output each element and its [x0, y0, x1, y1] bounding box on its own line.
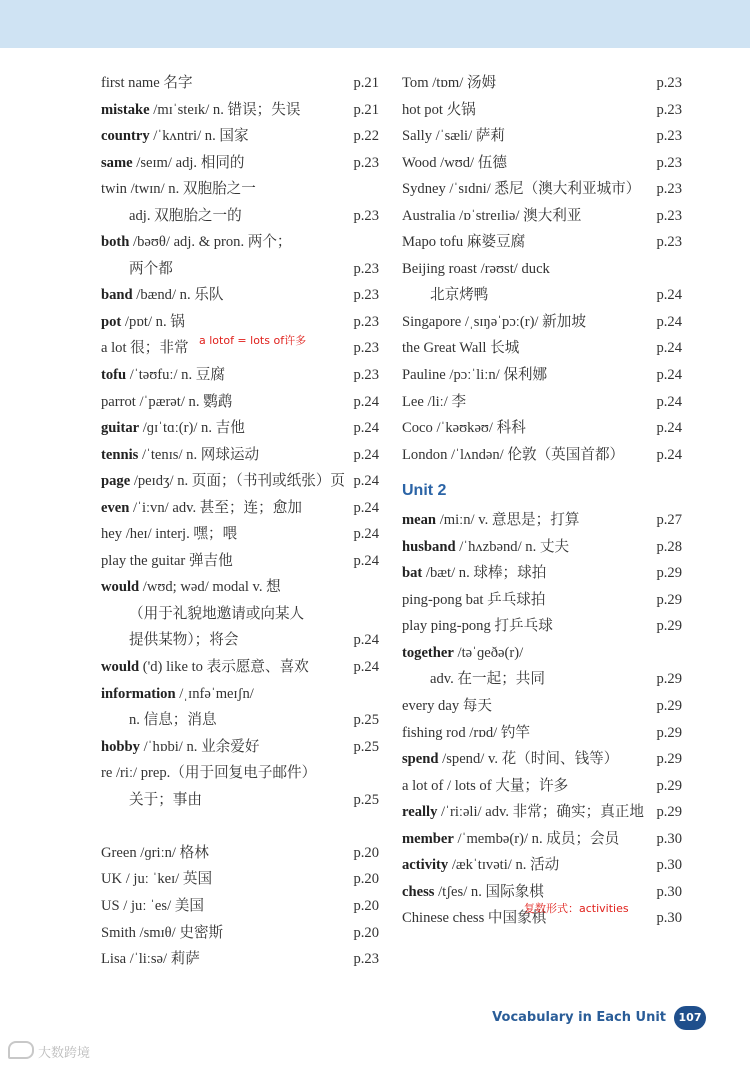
vocab-entry-page: p.20 [353, 924, 379, 941]
page-number-badge: 107 [674, 1006, 706, 1030]
vocab-entry-page: p.24 [353, 526, 379, 543]
vocab-entry-page: p.24 [353, 659, 379, 676]
vocab-entry-page: p.23 [656, 75, 682, 91]
vocab-entry-text: fishing rod /rɒd/ 钓竿 [402, 724, 531, 741]
vocab-entry-text: n. 信息；消息 [129, 712, 217, 729]
vocab-entry [101, 70, 379, 97]
vocab-entry [402, 587, 682, 614]
vocab-entry [402, 282, 682, 309]
vocab-entry-page: p.21 [353, 101, 379, 118]
vocab-entry [402, 746, 682, 773]
vocab-entry-text: ping-pong bat 乒乓球拍 [402, 591, 546, 608]
vocab-entry-text: Sydney /ˈsɪdni/ 悉尼（澳大利亚城市） [402, 181, 641, 198]
vocab-entry-text: country /ˈkʌntri/ n. 国家 [101, 128, 249, 145]
vocab-entry-page: p.30 [656, 830, 682, 847]
vocab-entry [101, 734, 379, 761]
vocab-entry-text: US / juː ˈes/ 美国 [101, 897, 204, 914]
vocab-entry [101, 787, 379, 814]
vocab-entry [402, 362, 682, 389]
handwritten-note-activities: 复数形式：activities [524, 902, 629, 915]
vocab-entry-text: hobby /ˈhɒbi/ n. 业余爱好 [101, 738, 260, 755]
vocab-entry-text: Lisa /ˈliːsə/ 莉萨 [101, 951, 200, 968]
vocab-entry-text: 关于；事由 [129, 791, 202, 808]
vocab-entry-page: p.28 [656, 538, 682, 555]
vocab-entry-page: p.25 [353, 738, 379, 755]
watermark-text: 大数跨境 [38, 1046, 91, 1061]
vocab-entry-text: member /ˈmembə(r)/ n. 成员；会员 [402, 830, 620, 847]
vocab-entry-text: mistake /mɪˈsteɪk/ n. 错误；失误 [101, 101, 301, 118]
vocab-entry [402, 826, 682, 853]
vocab-entry [101, 840, 379, 867]
vocab-entry [402, 693, 682, 720]
vocab-entry [101, 97, 379, 124]
vocab-entry-text: re /riː/ prep.（用于回复电子邮件） [101, 765, 317, 782]
vocab-entry-page: p.23 [656, 154, 682, 171]
vocab-entry [101, 415, 379, 442]
vocab-entry [101, 920, 379, 947]
footer-title: Vocabulary in Each Unit [492, 1010, 666, 1025]
vocab-entry-page: p.24 [656, 446, 682, 463]
vocab-column-right [402, 70, 682, 932]
vocab-entry-text: the Great Wall 长城 [402, 340, 520, 357]
vocab-entry [101, 654, 379, 681]
vocab-entry [402, 666, 682, 693]
vocab-entry-text: adj. 双胞胎之一的 [129, 207, 242, 224]
vocab-entry-page: p.24 [656, 367, 682, 384]
vocab-entry-text: London /ˈlʌndən/ 伦敦（英国首都） [402, 446, 625, 463]
vocab-entry-text: Sally /ˈsæli/ 萨莉 [402, 128, 505, 145]
vocab-entry [402, 640, 682, 667]
vocab-entry-page: p.24 [353, 632, 379, 649]
vocab-entry-page: p.24 [656, 313, 682, 330]
top-band [0, 0, 750, 48]
vocab-entry-page: p.29 [656, 671, 682, 688]
vocab-entry-page: p.23 [353, 951, 379, 968]
vocab-entry-text: play ping-pong 打乒乓球 [402, 618, 553, 635]
vocab-entry [402, 203, 682, 230]
vocab-entry [101, 229, 379, 256]
vocab-entry-text: both /bəʊθ/ adj. & pron. 两个； [101, 234, 292, 251]
watermark-logo-icon [8, 1041, 34, 1059]
vocab-entry-text: Australia /ɒˈstreɪliə/ 澳大利亚 [402, 207, 582, 224]
vocab-entry-text: play the guitar 弹吉他 [101, 552, 233, 569]
vocab-entry-text: even /ˈiːvn/ adv. 甚至；连；愈加 [101, 499, 302, 516]
vocab-entry [101, 123, 379, 150]
vocab-entry-page: p.29 [656, 724, 682, 741]
vocab-entry-page: p.24 [353, 473, 379, 490]
vocab-entry-text: together /təˈɡeðə(r)/ [402, 644, 524, 661]
vocab-entry-page: p.23 [656, 128, 682, 145]
vocab-entry [101, 946, 379, 973]
vocab-entry-text: a lot 很；非常 [101, 340, 189, 357]
vocab-entry-text: （用于礼貌地邀请或向某人 [129, 605, 305, 622]
vocab-entry-page: p.23 [353, 260, 379, 277]
vocab-entry [402, 256, 682, 283]
vocab-entry-text: Beijing roast /rəʊst/ duck [402, 260, 550, 277]
vocab-entry [101, 707, 379, 734]
vocab-entry-page: p.30 [656, 910, 682, 927]
vocab-entry-text: parrot /ˈpærət/ n. 鹦鹉 [101, 393, 233, 410]
vocab-entry-page: p.24 [353, 446, 379, 463]
vocab-entry-text: Smith /smɪθ/ 史密斯 [101, 924, 224, 941]
vocab-entry-page: p.24 [656, 287, 682, 304]
vocab-entry-text: tofu /ˈtəʊfuː/ n. 豆腐 [101, 367, 225, 384]
vocab-entry [101, 468, 379, 495]
vocab-entry-text: pot /pɒt/ n. 锅 [101, 313, 185, 330]
vocab-entry-text: a lot of / lots of 大量；许多 [402, 777, 569, 794]
vocab-entry-page: p.24 [656, 420, 682, 437]
vocab-entry-page: p.20 [353, 897, 379, 914]
vocab-entry [101, 760, 379, 787]
vocab-entry [402, 534, 682, 561]
vocab-entry-page: p.29 [656, 565, 682, 582]
vocab-entry-page: p.24 [353, 552, 379, 569]
vocab-entry [101, 176, 379, 203]
vocab-entry-text: Lee /liː/ 李 [402, 393, 467, 410]
vocab-entry-page: p.29 [656, 618, 682, 635]
vocab-entry-text: hot pot 火锅 [402, 101, 476, 118]
vocab-entry-page: p.23 [353, 340, 379, 357]
vocab-entry [402, 720, 682, 747]
vocab-entry [402, 773, 682, 800]
vocab-entry-text: really /ˈriːəli/ adv. 非常；确实；真正地 [402, 804, 644, 821]
vocab-entry-page: p.30 [656, 883, 682, 900]
vocab-entry-text: 两个都 [129, 260, 173, 277]
vocab-entry-text: hey /heɪ/ interj. 嘿；喂 [101, 526, 238, 543]
vocab-entry-page: p.23 [656, 181, 682, 198]
vocab-entry-page: p.23 [353, 367, 379, 384]
vocab-entry-page: p.24 [353, 499, 379, 516]
vocab-entry-text: 提供某物）；将会 [129, 632, 239, 649]
vocab-entry [402, 229, 682, 256]
vocab-entry-text: UK / juː ˈkeɪ/ 英国 [101, 871, 213, 888]
vocab-entry-text: adv. 在一起；共同 [430, 671, 545, 688]
vocab-entry [101, 893, 379, 920]
vocab-entry-page: p.24 [353, 420, 379, 437]
handwritten-note-a-lot: a lotof = lots of许多 [199, 334, 307, 347]
vocab-entry [101, 442, 379, 469]
vocab-entry-text: chess /tʃes/ n. 国际象棋 [402, 883, 544, 900]
vocab-entry-text: Green /ɡriːn/ 格林 [101, 844, 209, 861]
vocab-entry-page: p.23 [353, 313, 379, 330]
vocab-entry-page: p.29 [656, 591, 682, 608]
vocab-entry-page: p.23 [656, 234, 682, 251]
vocab-entry-text: activity /ækˈtɪvəti/ n. 活动 [402, 857, 560, 874]
vocab-entry-text: first name 名字 [101, 75, 193, 91]
vocab-entry [402, 123, 682, 150]
vocab-entry-text: Chinese chess 中国象棋 [402, 910, 547, 927]
vocab-entry-text: mean /miːn/ v. 意思是；打算 [402, 512, 580, 529]
vocab-entry [402, 799, 682, 826]
vocab-entry-text: would ('d) like to 表示愿意、喜欢 [101, 659, 309, 676]
vocab-entry-text: 北京烤鸭 [430, 287, 489, 304]
vocab-entry-text: band /bænd/ n. 乐队 [101, 287, 224, 304]
vocab-entry [101, 627, 379, 654]
vocab-entry-page: p.29 [656, 698, 682, 715]
vocab-entry-text: same /seɪm/ adj. 相同的 [101, 154, 245, 171]
vocab-entry-text: would /wʊd; wəd/ modal v. 想 [101, 579, 281, 596]
vocab-entry [402, 335, 682, 362]
vocab-entry [402, 560, 682, 587]
vocab-entry [101, 548, 379, 575]
vocab-entry-text: Singapore /ˌsɪŋəˈpɔː(r)/ 新加坡 [402, 313, 586, 330]
vocab-entry-page: p.23 [656, 101, 682, 118]
vocab-entry [402, 415, 682, 442]
vocab-entry [101, 495, 379, 522]
vocab-entry-text: bat /bæt/ n. 球棒；球拍 [402, 565, 547, 582]
vocab-entry-page: p.23 [353, 207, 379, 224]
vocab-entry-page: p.23 [353, 287, 379, 304]
vocab-entry-text: spend /spend/ v. 花（时间、钱等） [402, 751, 619, 768]
vocab-entry-text: Coco /ˈkəʊkəʊ/ 科科 [402, 420, 526, 437]
vocab-entry-text: Tom /tɒm/ 汤姆 [402, 75, 497, 91]
vocab-entry-page: p.29 [656, 804, 682, 821]
vocab-entry-text: every day 每天 [402, 698, 492, 715]
vocab-entry-page: p.23 [656, 207, 682, 224]
vocab-entry [402, 70, 682, 97]
vocab-entry [402, 176, 682, 203]
vocab-entry-text: Wood /wʊd/ 伍德 [402, 154, 507, 171]
vocab-entry-page: p.29 [656, 777, 682, 794]
vocab-entry-text: tennis /ˈtenɪs/ n. 网球运动 [101, 446, 260, 463]
vocab-entry [101, 282, 379, 309]
vocab-entry [402, 613, 682, 640]
vocab-entry-text: Mapo tofu 麻婆豆腐 [402, 234, 526, 251]
vocab-entry [101, 813, 379, 840]
vocab-entry [402, 97, 682, 124]
vocab-entry-text: twin /twɪn/ n. 双胞胎之一 [101, 181, 256, 198]
vocab-entry-page: p.25 [353, 791, 379, 808]
vocab-entry [101, 203, 379, 230]
vocab-entry-page: p.23 [353, 154, 379, 171]
vocab-entry [101, 521, 379, 548]
vocab-entry-text: information /ˌɪnfəˈmeɪʃn/ [101, 685, 254, 702]
vocab-entry-page: p.20 [353, 844, 379, 861]
vocab-entry-page: p.22 [353, 128, 379, 145]
vocab-entry [402, 389, 682, 416]
vocab-entry-page: p.21 [353, 75, 379, 91]
vocab-entry [101, 681, 379, 708]
vocab-entry-page: p.20 [353, 871, 379, 888]
vocab-entry [101, 601, 379, 628]
vocab-entry [101, 150, 379, 177]
vocab-entry [101, 389, 379, 416]
watermark [8, 1041, 90, 1061]
vocab-entry [101, 256, 379, 283]
vocab-entry-page: p.24 [656, 340, 682, 357]
vocab-entry [402, 309, 682, 336]
vocab-entry [101, 362, 379, 389]
vocab-entry-text: Pauline /pɔːˈliːn/ 保利娜 [402, 367, 548, 384]
vocab-entry [402, 852, 682, 879]
vocab-entry [402, 507, 682, 534]
vocab-entry [402, 442, 682, 469]
vocab-entry [101, 574, 379, 601]
vocab-entry [402, 150, 682, 177]
vocab-entry-page: p.24 [656, 393, 682, 410]
vocab-entry-page: p.30 [656, 857, 682, 874]
vocab-entry-page: p.25 [353, 712, 379, 729]
vocab-entry-text: page /peɪdʒ/ n. 页面；（书刊或纸张）页 [101, 473, 346, 490]
vocab-column-left [101, 70, 379, 973]
vocab-entry-page: p.27 [656, 512, 682, 529]
vocab-entry-text: husband /ˈhʌzbənd/ n. 丈夫 [402, 538, 570, 555]
unit-heading: Unit 2 [402, 482, 447, 500]
vocab-entry-text: guitar /ɡɪˈtɑː(r)/ n. 吉他 [101, 420, 245, 437]
vocab-entry [101, 866, 379, 893]
vocab-entry-page: p.24 [353, 393, 379, 410]
vocab-entry-page: p.29 [656, 751, 682, 768]
